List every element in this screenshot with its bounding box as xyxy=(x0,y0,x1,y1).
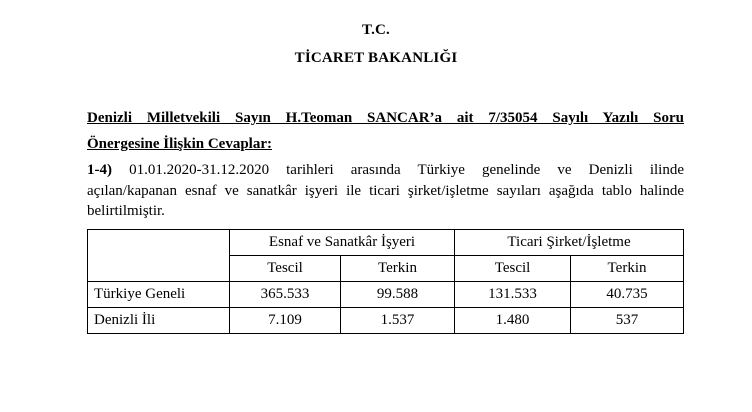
table-cell: 7.109 xyxy=(230,308,341,334)
table-cell: 131.533 xyxy=(455,282,571,308)
table-cell: 365.533 xyxy=(230,282,341,308)
header-ministry: TİCARET BAKANLIĞI xyxy=(294,50,458,66)
group-header-esnaf: Esnaf ve Sanatkâr İşyeri xyxy=(230,230,455,256)
sub-header-tescil: Tescil xyxy=(455,256,571,282)
row-label: Denizli İli xyxy=(88,308,230,334)
subject-line-1: Denizli Milletvekili Sayın H.Teoman SANCAR’a ait 7/35054 Sayılı Yazılı Soru xyxy=(87,110,684,126)
paragraph-line-1 xyxy=(87,162,684,179)
table-cell: 1.480 xyxy=(455,308,571,334)
sub-header-tescil: Tescil xyxy=(230,256,341,282)
table-cell: 40.735 xyxy=(571,282,684,308)
table-cell: 537 xyxy=(571,308,684,334)
paragraph-number: 1-4) xyxy=(87,162,112,178)
table-cell: 99.588 xyxy=(341,282,455,308)
sub-header-terkin: Terkin xyxy=(341,256,455,282)
paragraph-line-1-text: 01.01.2020-31.12.2020 tarihleri arasında Türkiye genelinde ve Denizli ilinde xyxy=(129,162,685,178)
table-group-header-row xyxy=(88,230,684,256)
group-header-ticari: Ticari Şirket/İşletme xyxy=(455,230,684,256)
header-tc: T.C. xyxy=(361,22,391,38)
paragraph-line-2: açılan/kapanan esnaf ve sanatkâr işyeri ile ticari şirket/işletme sayıları aşağıda tablo halinde xyxy=(87,183,684,199)
table-cell: 1.537 xyxy=(341,308,455,334)
row-label: Türkiye Geneli xyxy=(88,282,230,308)
paragraph-line-3: belirtilmiştir. xyxy=(87,203,165,219)
sub-header-terkin: Terkin xyxy=(571,256,684,282)
statistics-table xyxy=(87,229,684,334)
table-row xyxy=(88,308,684,334)
table-corner-cell xyxy=(88,230,230,282)
table-row xyxy=(88,282,684,308)
subject-line-2: Önergesine İlişkin Cevaplar: xyxy=(87,136,273,152)
